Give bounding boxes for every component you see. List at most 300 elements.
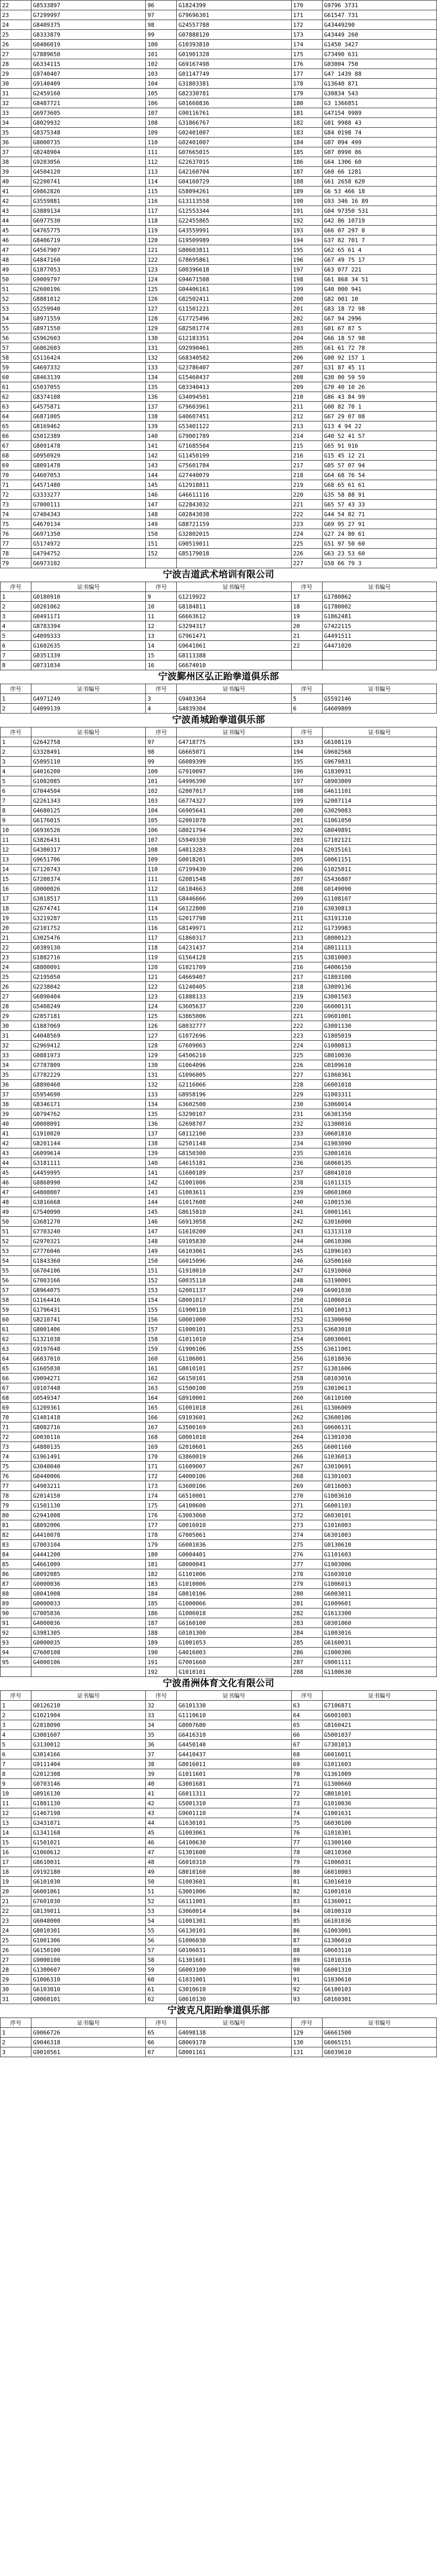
cert-cell: G1021904 [31, 1710, 146, 1720]
cert-cell: G27 24 80 61 [322, 529, 436, 539]
table-row [1, 621, 437, 631]
table-row [1, 529, 437, 539]
cert-cell [322, 651, 436, 660]
cert-cell: G13 4 94 22 [322, 421, 436, 431]
cert-cell: G1780002 [322, 602, 436, 612]
cert-cell: G1060612 [31, 1848, 146, 1857]
cert-cell: G1900106 [177, 1344, 291, 1354]
cert-cell: G3328491 [31, 747, 146, 757]
cert-cell: G1301600 [177, 1848, 291, 1857]
cert-cell: G04406161 [177, 284, 291, 294]
seq-cell: 52 [146, 1896, 177, 1906]
seq-cell: 21 [291, 631, 322, 641]
certificate-table [0, 684, 437, 714]
seq-cell: 65 [1, 421, 31, 431]
table-row [1, 79, 437, 89]
seq-cell: 198 [291, 786, 322, 796]
cert-cell: G1096005 [177, 1070, 291, 1080]
seq-cell: 171 [146, 1462, 177, 1471]
cert-cell: G30 00 59 59 [322, 372, 436, 382]
seq-cell: 173 [291, 30, 322, 40]
seq-cell: 114 [146, 177, 177, 187]
cert-cell: G4575871 [31, 402, 146, 412]
cert-cell: G6510001 [177, 1491, 291, 1501]
cert-cell: G0126210 [31, 1701, 146, 1710]
seq-cell: 21 [1, 1896, 31, 1906]
seq-cell: 15 [1, 874, 31, 884]
cert-cell: G3810003 [322, 953, 436, 962]
seq-cell: 2 [1, 747, 31, 757]
cert-cell: G31866767 [177, 118, 291, 128]
seq-cell: 11 [1, 1799, 31, 1808]
table-row [1, 825, 437, 835]
cert-cell: G4971249 [31, 694, 146, 704]
cert-cell: G3 1366851 [322, 98, 436, 108]
seq-cell: 147 [146, 500, 177, 510]
cert-cell: G9601001 [322, 1011, 436, 1021]
seq-cell: 47 [1, 1188, 31, 1197]
cert-cell: G8248904 [31, 147, 146, 157]
seq-cell: 188 [291, 177, 322, 187]
seq-cell: 123 [146, 265, 177, 275]
seq-cell: 61 [1, 1325, 31, 1334]
cert-cell: G4813283 [177, 845, 291, 855]
seq-cell: 94 [1, 1648, 31, 1657]
table-row [1, 1109, 437, 1119]
seq-cell: 192 [291, 216, 322, 226]
cert-cell: G4680125 [31, 806, 146, 816]
seq-cell: 1 [1, 1701, 31, 1710]
table-row [1, 275, 437, 284]
cert-cell: G0160301 [322, 1994, 436, 2004]
seq-cell: 211 [291, 913, 322, 923]
certificate-table [0, 2018, 437, 2057]
cert-cell: G4903211 [31, 1481, 146, 1491]
seq-cell: 143 [146, 461, 177, 470]
cert-cell: G0116003 [322, 1481, 436, 1491]
table-row [1, 235, 437, 245]
seq-cell: 22 [1, 1, 31, 10]
section-title: 宁波鄞州区弘正跆拳道俱乐部 [158, 671, 279, 682]
cert-cell: G1101006 [177, 1569, 291, 1579]
seq-cell: 177 [291, 69, 322, 79]
seq-cell: 83 [1, 1540, 31, 1550]
table-row [1, 1838, 437, 1848]
seq-cell: 213 [291, 421, 322, 431]
table-row [1, 874, 437, 884]
cert-cell: G7601030 [31, 1896, 146, 1906]
cert-cell: G27440079 [177, 470, 291, 480]
table-row [1, 108, 437, 118]
cert-cell: G1003610 [322, 1491, 436, 1501]
seq-cell: 51 [1, 284, 31, 294]
seq-cell: 162 [146, 1374, 177, 1383]
seq-cell: 183 [291, 128, 322, 138]
table-row [1, 651, 437, 660]
cert-cell: G6103010 [31, 1985, 146, 1994]
table-row [1, 1276, 437, 1285]
cert-cell: G82502411 [177, 294, 291, 304]
cert-cell: G0018201 [177, 855, 291, 865]
seq-cell: 174 [146, 1491, 177, 1501]
table-row [1, 1256, 437, 1266]
cert-cell: G1100630 [322, 1667, 436, 1677]
table-row [1, 1985, 437, 1994]
cert-cell: G1006013 [322, 1579, 436, 1589]
seq-cell: 47 [146, 1848, 177, 1857]
seq-cell: 48 [146, 1857, 177, 1867]
seq-cell: 167 [146, 1422, 177, 1432]
seq-cell: 145 [146, 1207, 177, 1217]
seq-cell: 134 [146, 372, 177, 382]
cert-cell: G3001016 [322, 1148, 436, 1158]
cert-cell: G3889134 [31, 206, 146, 216]
seq-cell: 266 [291, 1452, 322, 1462]
seq-cell: 101 [146, 776, 177, 786]
cert-cell: G0016010 [177, 1520, 291, 1530]
seq-cell: 227 [291, 558, 322, 568]
cert-cell: G8001161 [177, 2047, 291, 2057]
cert-cell: G1003061 [177, 1828, 291, 1838]
seq-cell: 153 [146, 1285, 177, 1295]
table-row [1, 1491, 437, 1501]
cert-cell: G64 68 76 54 [322, 470, 436, 480]
seq-cell: 217 [291, 972, 322, 982]
seq-cell: 105 [146, 816, 177, 825]
seq-cell: 169 [146, 1442, 177, 1452]
cert-cell: G2116066 [177, 1080, 291, 1090]
table-row [1, 1217, 437, 1227]
cert-cell: G34094501 [177, 392, 291, 402]
table-row [1, 451, 437, 461]
cert-cell: G0106031 [177, 1945, 291, 1955]
seq-cell: 70 [1, 1413, 31, 1422]
seq-cell: 166 [146, 1413, 177, 1422]
seq-cell: 215 [291, 953, 322, 962]
cert-cell: G9601110 [177, 1808, 291, 1818]
seq-cell: 252 [291, 1315, 322, 1325]
table-row [1, 835, 437, 845]
seq-cell: 63 [291, 1701, 322, 1710]
header-seq: 序号 [146, 2018, 177, 2028]
seq-cell: 57 [1, 343, 31, 353]
seq-cell: 13 [146, 631, 177, 641]
seq-cell: 41 [1, 187, 31, 196]
header-cert: 证书编号 [322, 727, 436, 737]
cert-cell: G6663612 [177, 612, 291, 621]
cert-cell: G1006310 [31, 1975, 146, 1985]
seq-cell: 245 [291, 1246, 322, 1256]
cert-cell: G3190001 [322, 1276, 436, 1285]
table-row [1, 865, 437, 874]
seq-cell: 56 [146, 1936, 177, 1945]
cert-cell: G94671508 [177, 275, 291, 284]
table-row [1, 1432, 437, 1442]
cert-cell: G2941008 [31, 1511, 146, 1520]
cert-cell: G3219287 [31, 913, 146, 923]
seq-cell: 175 [146, 1501, 177, 1511]
table-row [1, 1936, 437, 1945]
seq-cell [1, 1667, 31, 1677]
seq-cell: 69 [1, 461, 31, 470]
seq-cell: 39 [1, 167, 31, 177]
cert-cell: G1006031 [322, 1857, 436, 1867]
table-row [1, 549, 437, 558]
seq-cell: 61 [1, 382, 31, 392]
cert-cell: G65 91 916 [322, 441, 436, 451]
cert-cell: G42160704 [177, 167, 291, 177]
cert-cell: G3001607 [31, 1730, 146, 1740]
table-row [1, 147, 437, 157]
cert-cell: G8150300 [177, 1148, 291, 1158]
cert-cell: G1300607 [31, 1965, 146, 1975]
table-row [1, 1789, 437, 1799]
cert-cell: G1164416 [31, 1295, 146, 1305]
cert-cell: G6890404 [31, 992, 146, 1002]
seq-cell: 37 [146, 1750, 177, 1759]
cert-cell: G8000123 [322, 933, 436, 943]
table-row [1, 747, 437, 757]
seq-cell: 135 [146, 382, 177, 392]
header-cert: 证书编号 [322, 1691, 436, 1701]
seq-cell: 75 [1, 519, 31, 529]
seq-cell: 152 [146, 1276, 177, 1285]
seq-cell: 251 [291, 1305, 322, 1315]
cert-cell: G5436807 [322, 874, 436, 884]
cert-cell: G1001053 [177, 1638, 291, 1648]
seq-cell: 156 [146, 1315, 177, 1325]
cert-cell: G1961491 [31, 1452, 146, 1462]
seq-cell: 221 [291, 1011, 322, 1021]
cert-cell: G3681270 [31, 1217, 146, 1227]
cert-cell: G6971350 [31, 529, 146, 539]
cert-cell: G3603010 [322, 1325, 436, 1334]
cert-cell: G2600196 [31, 284, 146, 294]
cert-cell: G8964075 [31, 1285, 146, 1295]
cert-cell: G9602568 [322, 747, 436, 757]
table-row [1, 245, 437, 255]
cert-cell: G1910060 [322, 1266, 436, 1276]
table-row [1, 1926, 437, 1936]
cert-cell: G1301030 [322, 1432, 436, 1442]
table-row [1, 602, 437, 612]
cert-cell: G1001006 [177, 1178, 291, 1188]
seq-cell: 60 [146, 1975, 177, 1985]
seq-cell: 158 [146, 1334, 177, 1344]
cert-cell: G5001037 [322, 1730, 436, 1740]
seq-cell: 9 [1, 1779, 31, 1789]
seq-cell: 8 [1, 1769, 31, 1779]
seq-cell: 216 [291, 451, 322, 461]
cert-cell: G02843038 [177, 510, 291, 519]
cert-cell: G0180910 [31, 592, 146, 602]
cert-cell: G17725496 [177, 314, 291, 324]
seq-cell: 222 [291, 1021, 322, 1031]
table-row [1, 923, 437, 933]
cert-cell: G1009601 [322, 1599, 436, 1608]
table-row [1, 1608, 437, 1618]
seq-cell: 121 [146, 972, 177, 982]
cert-cell: G3294317 [177, 621, 291, 631]
table-row [1, 1374, 437, 1383]
cert-cell: G1064096 [177, 1060, 291, 1070]
seq-cell: 6 [1, 786, 31, 796]
seq-cell: 13 [1, 1818, 31, 1828]
cert-cell: G2674741 [31, 904, 146, 913]
seq-cell: 65 [1, 1364, 31, 1374]
seq-cell: 68 [291, 1750, 322, 1759]
table-row [1, 943, 437, 953]
cert-cell: G6037010 [31, 1354, 146, 1364]
cert-cell: G7003104 [31, 1540, 146, 1550]
cert-cell: G2001078 [177, 816, 291, 825]
cert-cell: G61547 731 [322, 10, 436, 20]
section-title: 宁波甬洲体育文化有限公司 [163, 1678, 274, 1689]
seq-cell: 57 [1, 1285, 31, 1295]
cert-cell: G4506210 [177, 1050, 291, 1060]
table-row [1, 441, 437, 451]
seq-cell: 119 [146, 953, 177, 962]
seq-cell: 71 [1, 1422, 31, 1432]
cert-cell: G2969412 [31, 1041, 146, 1050]
seq-cell: 12 [1, 1808, 31, 1818]
table-row [1, 982, 437, 992]
seq-cell: 45 [146, 1828, 177, 1838]
seq-cell: 138 [146, 1139, 177, 1148]
seq-cell: 150 [146, 1256, 177, 1266]
cert-cell: G8032777 [177, 1021, 291, 1031]
seq-cell: 185 [146, 1599, 177, 1608]
cert-cell: G3605637 [177, 1002, 291, 1011]
cert-cell: G6003011 [322, 1589, 436, 1599]
seq-cell: 50 [146, 1877, 177, 1887]
table-row [1, 1511, 437, 1520]
cert-cell: G80603811 [177, 245, 291, 255]
table-row [1, 1750, 437, 1759]
seq-cell: 174 [291, 40, 322, 49]
cert-cell: G5962603 [31, 333, 146, 343]
seq-cell: 192 [146, 1667, 177, 1677]
cert-cell: G61 868 34 51 [322, 275, 436, 284]
table-row [1, 1452, 437, 1462]
cert-cell: G7003166 [31, 1276, 146, 1285]
cert-cell: G4615181 [177, 1158, 291, 1168]
cert-cell: G01660836 [177, 98, 291, 108]
cert-cell: G8615810 [177, 1207, 291, 1217]
cert-cell: G83 18 72 98 [322, 304, 436, 314]
cert-cell: G4099139 [31, 704, 146, 714]
seq-cell: 50 [1, 1217, 31, 1227]
cert-cell: G1301606 [322, 1364, 436, 1374]
seq-cell: 93 [1, 1638, 31, 1648]
cert-cell: G1300160 [322, 1838, 436, 1848]
cert-cell: G1882716 [31, 953, 146, 962]
cert-cell: G68 65 61 61 [322, 480, 436, 490]
seq-cell: 59 [1, 363, 31, 372]
seq-cell: 237 [291, 1168, 322, 1178]
seq-cell: 67 [146, 2047, 177, 2057]
cert-cell: G7600108 [31, 1648, 146, 1657]
cert-cell: G5037055 [31, 382, 146, 392]
seq-cell: 218 [291, 982, 322, 992]
seq-cell: 189 [291, 187, 322, 196]
seq-cell: 39 [1, 1109, 31, 1119]
cert-cell: G0440006 [31, 1471, 146, 1481]
seq-cell: 221 [291, 500, 322, 510]
cert-cell: G1805019 [322, 1031, 436, 1041]
cert-cell: G9105830 [177, 1236, 291, 1246]
seq-cell: 70 [291, 1769, 322, 1779]
cert-cell: G9140409 [31, 79, 146, 89]
seq-cell: 229 [291, 1090, 322, 1099]
seq-cell: 72 [1, 490, 31, 500]
cert-cell: G3191310 [322, 913, 436, 923]
seq-cell: 278 [291, 1569, 322, 1579]
table-row [1, 10, 437, 20]
table-row [1, 767, 437, 776]
seq-cell: 128 [146, 1041, 177, 1050]
cert-cell: G07 094 499 [322, 138, 436, 147]
cert-cell: G4016003 [177, 1648, 291, 1657]
table-row [1, 1364, 437, 1374]
cert-cell: G0004401 [177, 1550, 291, 1560]
seq-cell: 185 [291, 147, 322, 157]
seq-cell: 191 [146, 1657, 177, 1667]
seq-cell: 226 [291, 1060, 322, 1070]
seq-cell: 55 [146, 1926, 177, 1936]
seq-cell: 203 [291, 324, 322, 333]
seq-cell: 48 [1, 1197, 31, 1207]
cert-cell: G1001301 [177, 1916, 291, 1926]
cert-cell: G0549347 [31, 1393, 146, 1403]
table-row [1, 786, 437, 796]
cert-cell: G01 67 87 5 [322, 324, 436, 333]
seq-cell: 68 [1, 451, 31, 461]
seq-cell: 115 [146, 913, 177, 923]
cert-cell: G1240405 [177, 982, 291, 992]
cert-cell: G7889650 [31, 49, 146, 59]
cert-cell: G9111404 [31, 1759, 146, 1769]
cert-cell: G1025011 [322, 865, 436, 874]
header-cert: 证书编号 [322, 2018, 436, 2028]
seq-cell: 126 [146, 294, 177, 304]
cert-cell: G93 346 16 89 [322, 196, 436, 206]
table-row [1, 539, 437, 549]
seq-cell: 117 [146, 206, 177, 216]
table-row [1, 30, 437, 40]
seq-cell [291, 651, 322, 660]
table-row [1, 1994, 437, 2004]
cert-cell: G8092085 [31, 1569, 146, 1579]
seq-cell: 27 [1, 992, 31, 1002]
seq-cell: 255 [291, 1344, 322, 1354]
cert-cell: G4100630 [177, 1838, 291, 1848]
seq-cell: 41 [1, 1129, 31, 1139]
seq-cell: 97 [146, 10, 177, 20]
seq-cell: 200 [291, 806, 322, 816]
seq-cell: 224 [291, 529, 322, 539]
seq-cell: 141 [146, 1168, 177, 1178]
seq-cell: 127 [146, 1031, 177, 1041]
cert-cell: G7044504 [31, 786, 146, 796]
seq-cell: 201 [291, 816, 322, 825]
table-row [1, 1393, 437, 1403]
cert-cell: G1500100 [177, 1383, 291, 1393]
cert-cell: G0610130 [177, 1994, 291, 2004]
table-row [1, 1119, 437, 1129]
seq-cell: 64 [291, 1710, 322, 1720]
seq-cell: 132 [146, 353, 177, 363]
